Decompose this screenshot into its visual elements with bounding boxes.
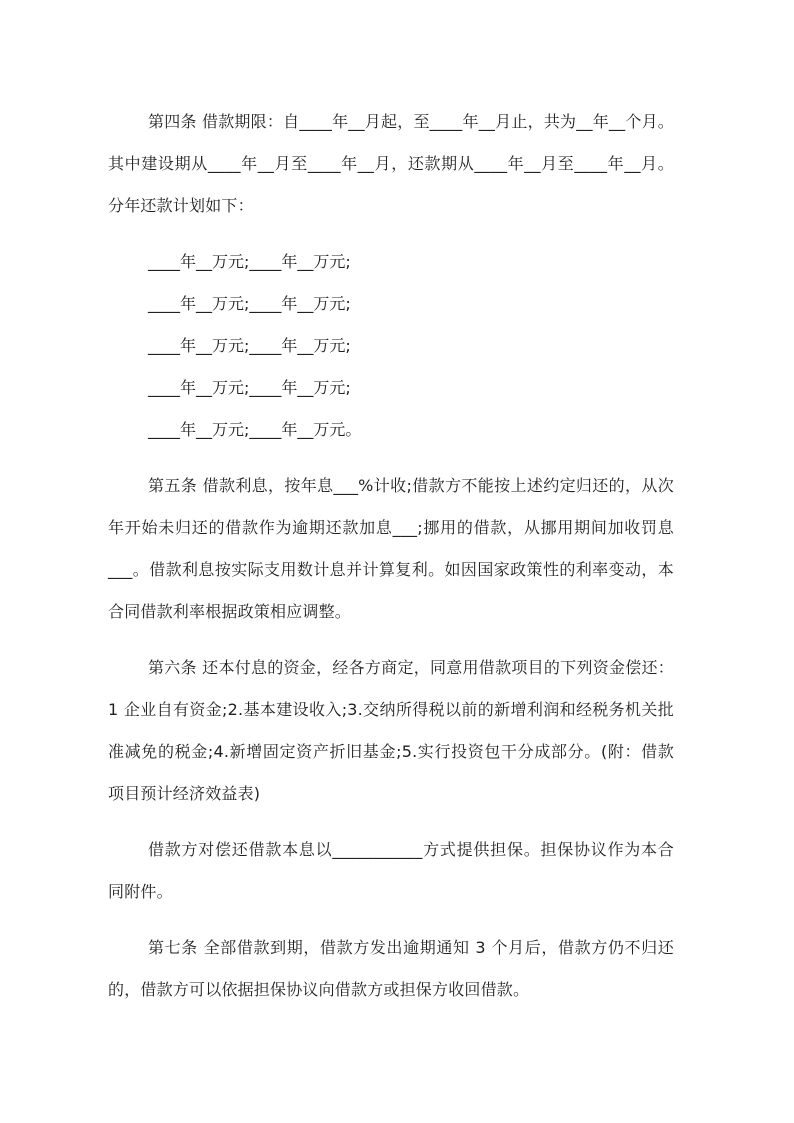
article-5-paragraph: 第五条 借款利息，按年息___%计收;借款方不能按上述约定归还的，从次年开始未归还的借款作为逾期还款加息___;挪用的借款，从挪用期间加收罚息___。借款利息按实际支用数计息并计算复利。如因国家政策性的利率变动，本合同借款利率根据政策相应调整。 [108, 476, 674, 621]
schedule-line: ____年__万元;____年__万元; [148, 294, 351, 313]
contract-page [108, 101, 674, 1025]
schedule-line: ____年__万元;____年__万元; [148, 378, 351, 397]
article-7-paragraph: 第七条 全部借款到期，借款方发出逾期通知 3 个月后，借款方仍不归还的，借款方可以依据担保协议向借款方或担保方收回借款。 [108, 938, 674, 999]
schedule-line: ____年__万元;____年__万元; [148, 336, 351, 355]
schedule-line: ____年__万元;____年__万元; [148, 252, 351, 271]
guarantee-paragraph: 借款方对偿还借款本息以___________方式提供担保。担保协议作为本合同附件。 [108, 840, 674, 901]
repayment-schedule [108, 241, 674, 451]
schedule-line: ____年__万元;____年__万元。 [148, 420, 362, 439]
article-4-paragraph: 第四条 借款期限：自____年__月起，至____年__月止，共为__年__个月。其中建设期从____年__月至____年__月，还款期从____年__月至____年__月。分年还款计划如下： [108, 112, 674, 215]
article-6-paragraph: 第六条 还本付息的资金，经各方商定，同意用借款项目的下列资金偿还：1 企业自有资金;2.基本建设收入;3.交纳所得税以前的新增利润和经税务机关批准减免的税金;4.新增固定资产折旧基金;5.实行投资包干分成部分。(附：借款项目预计经济效益表) [108, 658, 674, 803]
